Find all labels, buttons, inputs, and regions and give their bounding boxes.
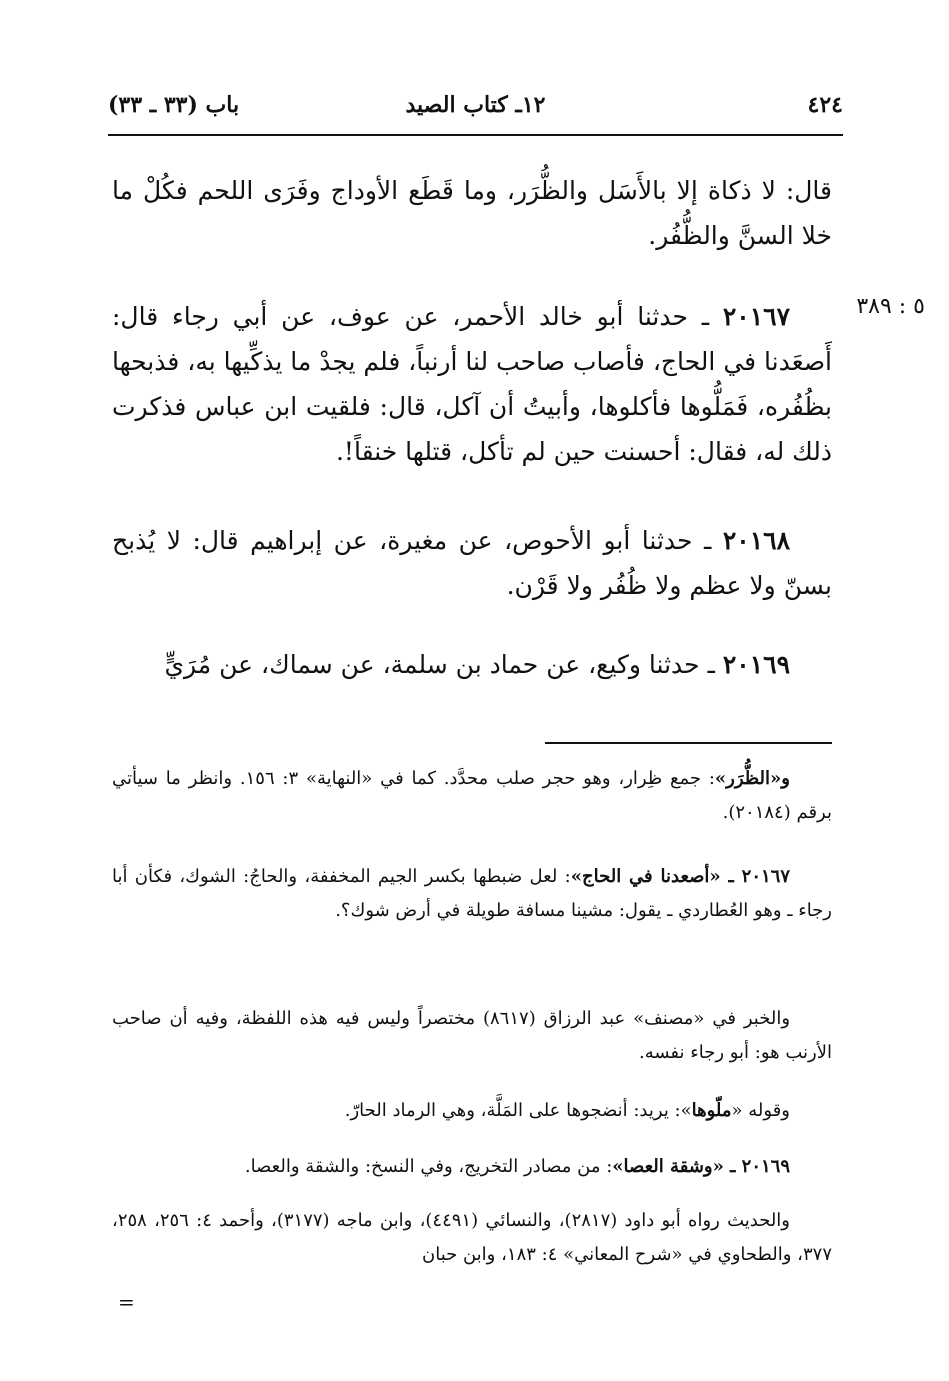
hadith-text: ـ حدثنا وكيع، عن حماد بن سلمة، عن سماك، عن مُرَيٍّ [164,650,715,679]
footnote-5: ٢٠١٦٩ ـ «وشقة العصا»: من مصادر التخريج، وفي النسخ: والشقة والعصا. [244,1156,790,1177]
hadith-20168 [112,518,832,608]
header-rule [108,134,843,136]
hadith-number: ٢٠١٦٩ [722,650,790,679]
hadith-20169 [112,642,832,687]
continuation-mark: = [118,1290,135,1314]
footnote-6: والحديث رواه أبو داود (٢٨١٧)، والنسائي (٤٤٩١)، وابن ماجه (٣١٧٧)، وأحمد ٤: ٢٥٦، ٢٥٨، ٣٧٧، والطحاوي في «شرح المعاني» ٤: ١٨٣، وابن حبان [112,1210,832,1265]
hadith-text: ـ حدثنا أبو خالد الأحمر، عن عوف، عن أبي رجاء قال: أَصعَدنا في الحاج، فأصاب صاحب لنا أرنباً، فلم يجدْ ما يذكِّيها به، فذبحها بظُفُره، فَمَلُّوها فأكلوها، وأبيتُ أن آكل، قال: فلقيت ابن عباس فذكرت ذلك له، فقال: أحسنت حين لم تأكل، قتلها خنقاً!. [112,302,832,466]
footnote-3: والخبر في «مصنف» عبد الرزاق (٨٦١٧) مختصراً وليس فيه هذه اللفظة، وفيه أن صاحب الأرنب هو: أبو رجاء نفسه. [112,1008,832,1063]
hadith-number: ٢٠١٦٨ [722,526,791,555]
page-header [108,86,843,126]
footnote-2: ٢٠١٦٧ ـ «أصعدنا في الحاج»: لعل ضبطها بكسر الجيم المخففة، والحاجُ: الشوك، فكأن أبا رجاء ـ وهو العُطاردي ـ يقول: مشينا مسافة طويلة في أرض شوك؟. [112,866,832,921]
chapter-range: باب (٣٣ ـ ٣٣) [108,92,240,118]
hadith-20167 [112,294,832,474]
hadith-text: ـ حدثنا أبو الأحوص، عن مغيرة، عن إبراهيم قال: لا يُذبح بسنّ ولا عظم ولا ظُفُر ولا قَرْن. [112,526,832,600]
margin-reference: ٥ : ٣٨٩ [856,294,925,319]
hadith-number: ٢٠١٦٧ [722,302,790,331]
footnote-4: وقوله «ملّوها»: يريد: أنضجوها على المَلَّة، وهي الرماد الحارّ. [344,1100,790,1121]
book-title: ١٢ـ كتاب الصيد [405,92,546,118]
paragraph-text: قال: لا ذكاة إلا بالأَسَل والظُّرَر، وما قَطَع الأوداج وفَرَى اللحم فكُلْ ما خلا السنَّ والظُّفُر. [112,176,832,250]
main-paragraph-1 [112,168,832,258]
footnote-1: و«الظُّرَر»: جمع ظِرار، وهو حجر صلب محدَّد. كما في «النهاية» ٣: ١٥٦. وانظر ما سيأتي برقم (٢٠١٨٤). [112,768,832,823]
page-number: ٤٢٤ [807,92,843,118]
footnote-divider [545,742,832,744]
